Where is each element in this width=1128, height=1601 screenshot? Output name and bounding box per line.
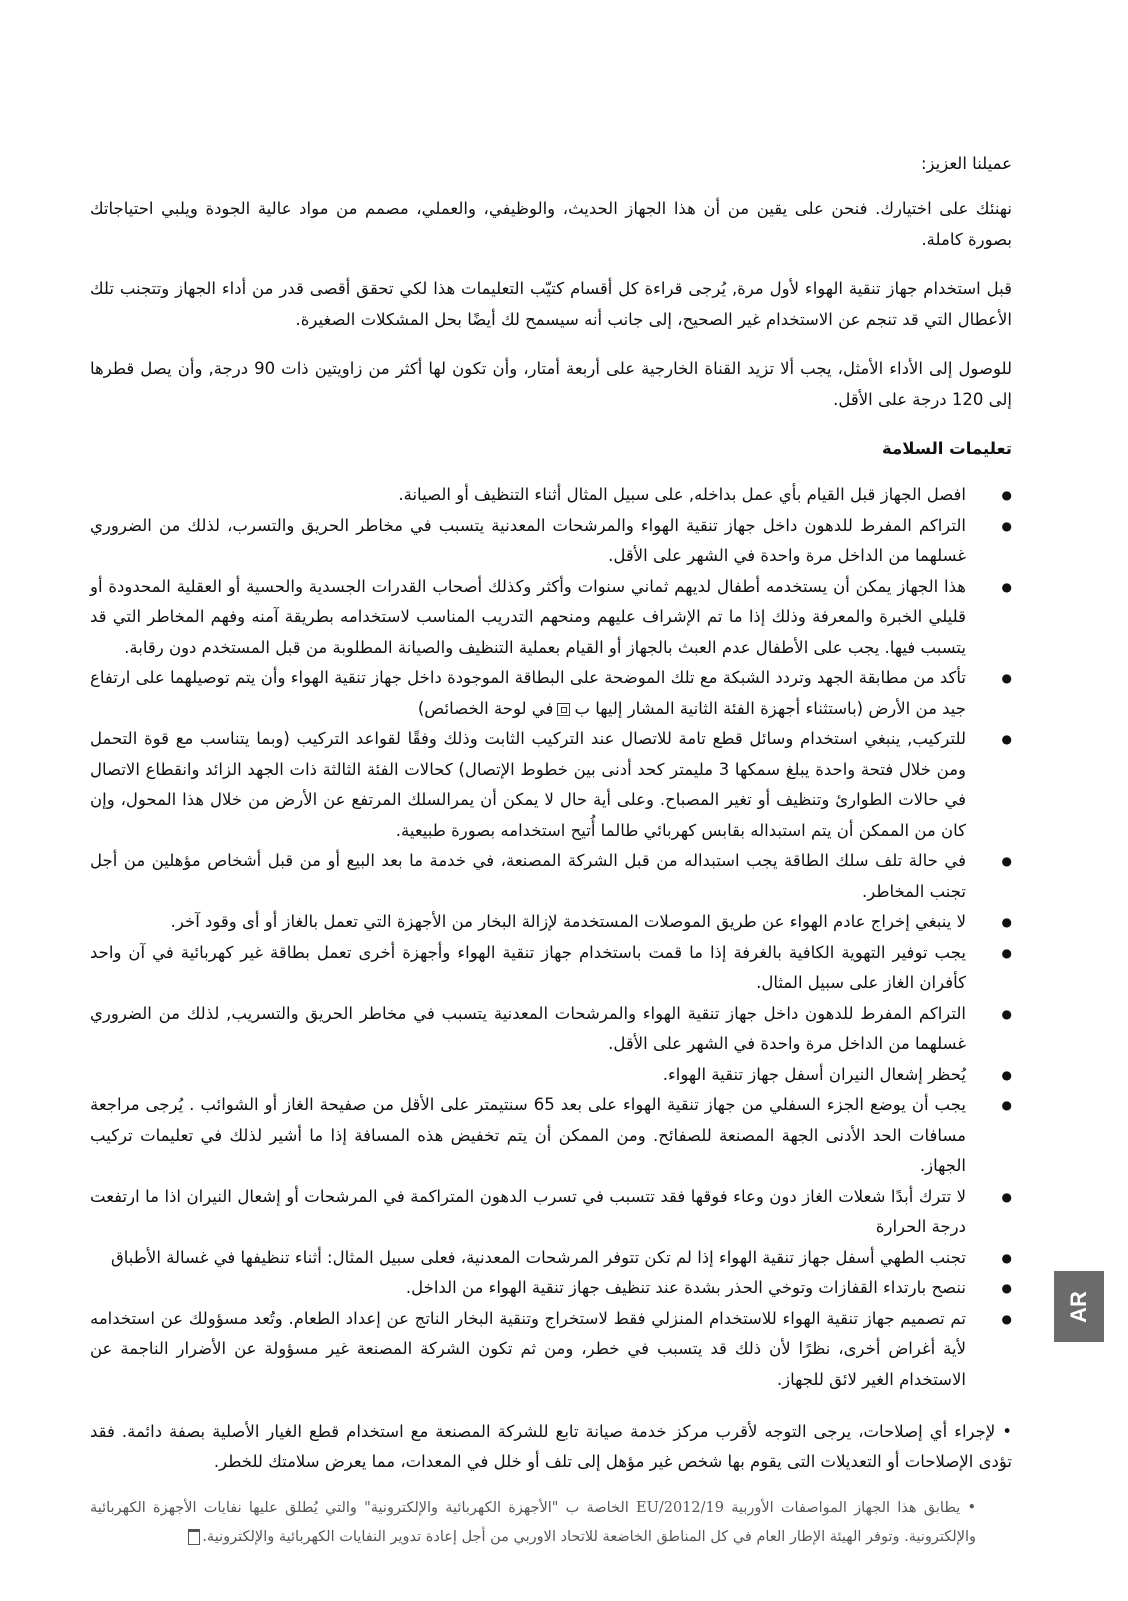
class-ii-symbol-icon: [557, 703, 570, 716]
list-item: ● يجب توفير التهوية الكافية بالغرفة إذا ما قمت باستخدام جهاز تنقية الهواء وأجهزة أخرى تعمل بطاقة غير كهربائية في آن واحد كأفران الغاز على سبيل المثال.: [90, 938, 966, 999]
list-item: ● يُحظر إشعال النيران أسفل جهاز تنقية الهواء.: [90, 1060, 966, 1091]
language-tab-label: AR: [1066, 1290, 1091, 1323]
list-item: ● لا تترك أبدًا شعلات الغاز دون وعاء فوقها فقد تتسبب في تسرب الدهون المتراكمة في المرشحات أو إشعال النيران اذا ما ارتفعت درجة الحرارة: [90, 1182, 966, 1243]
intro-paragraph: للوصول إلى الأداء الأمثل، يجب ألا تزيد القناة الخارجية على أربعة أمتار، وأن تكون لها أكثر من زاويتين ذات 90 درجة, وأن يصل قطرها إلى 120 درجة على الأقل.: [90, 359, 1012, 409]
list-item: ● التراكم المفرط للدهون داخل جهاز تنقية الهواء والمرشحات المعدنية يتسبب في مخاطر الحريق والتسريب, لذلك من الضروري غسلهما من الداخل مرة واحدة في الشهر على الأقل.: [90, 999, 966, 1060]
safety-heading: تعليمات السلامة: [882, 439, 1012, 458]
weee-notice: [90, 1494, 976, 1552]
list-item: ● يجب أن يوضع الجزء السفلي من جهاز تنقية الهواء على بعد 65 سنتيمتر على الأقل من صفيحة الغاز أو الشوائب . يُرجى مراجعة مسافات الحد الأدنى الجهة المصنعة للصفائح. ومن الممكن أن يتم تخفيض هذه المسافة إذا ما أشير لذلك في تعليمات تركيب الجهاز.: [90, 1090, 966, 1182]
list-item: ● للتركيب, ينبغي استخدام وسائل قطع تامة للاتصال عند التركيب الثابت وذلك وفقًا لقواعد التركيب (وبما يتناسب مع قوة التحمل ومن خلال فتحة واحدة يبلغ سمكها 3 مليمتر كحد أدنى بين خطوط الإتصال) كحالات الفئة الثالثة ذات الجهد الزائد وانقطاع الاتصال في حالات الطوارئ وتنظيف أو تغير المصباح. وعلى أية حال لا يمكن أن يمرالسلك المرتفع عن الأرض من خلال هذا المحول، وإن كان من الممكن أن يتم استبداله بقابس كهربائي طالما أُتيح استخدامه بصورة طبيعية.: [90, 724, 966, 846]
class2-text: تأكد من مطابقة الجهد وتردد الشبكة مع تلك الموضحة على البطاقة الموجودة داخل جهاز تنقية الهواء وأن يتم توصيلهما على ارتفاع جيد من الأرض (باستثناء أجهزة الفئة الثانية المشار إليها ب: [90, 668, 966, 718]
list-item: ● لا ينبغي إخراج عادم الهواء عن طريق الموصلات المستخدمة لإزالة البخار من الأجهزة التي تعمل بالغاز أو أى وقود آخر.: [90, 907, 966, 938]
safety-list: [90, 480, 1012, 1395]
list-item: [90, 663, 966, 724]
list-item: ● افصل الجهاز قبل القيام بأي عمل بداخله, على سبيل المثال أثناء التنظيف أو الصيانة.: [90, 480, 966, 511]
language-tab: [1054, 1271, 1104, 1342]
list-item: ● ننصح بارتداء القفازات وتوخي الحذر بشدة عند تنظيف جهاز تنقية الهواء من الداخل.: [90, 1273, 966, 1304]
intro-paragraph: قبل استخدام جهاز تنقية الهواء لأول مرة, يُرجى قراءة كل أقسام كتيّب التعليمات هذا لكي تحقق أقصى قدر من أداء الجهاز وتتجنب تلك الأعطال التي قد تنجم عن الاستخدام غير الصحيح، إلى جانب أنه سيسمح لك أيضًا بحل المشكلات الصغيرة.: [90, 279, 1012, 329]
crossed-bin-icon: [188, 1529, 200, 1545]
greeting: عميلنا العزيز:: [920, 154, 1012, 173]
weee-text: • يطابق هذا الجهاز المواصفات الأوربية 2012/19/EU الخاصة ب "الأجهزة الكهربائية والإلكترونية" والتي يُطلق عليها نفايات الأجهزة الكهربائية والإلكترونية. وتوفر الهيئة الإطار العام في كل المناطق الخاضعة للاتحاد الاوربي من أجل إعادة تدوير النفايات الكهربائية والإلكترونية.: [90, 1499, 977, 1545]
list-item: ● تم تصميم جهاز تنقية الهواء للاستخدام المنزلي فقط لاستخراج وتنقية البخار الناتج عن إعداد الطعام. وتُعد مسؤولك عن استخدامه لأية أغراض أخرى، نظرًا لأن ذلك قد يتسبب في خطر، ومن ثم تكون الشركة المصنعة غير مسؤولة عن الأضرار الناجمة عن الاستخدام الغير لائق للجهاز.: [90, 1304, 966, 1396]
class2-suffix: في لوحة الخصائص): [417, 698, 554, 718]
repairs-notice: • لإجراء أي إصلاحات، يرجى التوجه لأقرب مركز خدمة صيانة تابع للشركة المصنعة مع استخدام قطع الغيار الأصلية بصفة دائمة. فقد تؤدى الإصلاحات أو التعديلات التى يقوم بها شخص غير مؤهل إلى تلف أو خلل في المعدات، مما يعرض سلامتك للخطر.: [90, 1422, 1012, 1471]
list-item: ● تجنب الطهي أسفل جهاز تنقية الهواء إذا لم تكن تتوفر المرشحات المعدنية، فعلى سبيل المثال: أثناء تنظيفها في غسالة الأطباق: [90, 1243, 966, 1274]
intro-paragraph: نهنئك على اختيارك. فنحن على يقين من أن هذا الجهاز الحديث، والوظيفي، والعملي، مصمم من مواد عالية الجودة ويلبي احتياجاتك بصورة كاملة.: [90, 199, 1012, 249]
list-item: ● هذا الجهاز يمكن أن يستخدمه أطفال لديهم ثماني سنوات وأكثر وكذلك أصحاب القدرات الجسدية والحسية أو العقلية المحدودة أو قليلي الخبرة والمعرفة وذلك إذا ما تم الإشراف عليهم ومنحهم التدريب المناسب لاستخدامه بطريقة آمنه وفهم المخاطر التي قد يتسبب فيها. يجب على الأطفال عدم العبث بالجهاز أو القيام بعملية التنظيف والصيانة المطلوبة من قبل المستخدم دون رقابة.: [90, 572, 966, 664]
list-item: ● التراكم المفرط للدهون داخل جهاز تنقية الهواء والمرشحات المعدنية يتسبب في مخاطر الحريق والتسرب، لذلك من الضروري غسلهما من الداخل مرة واحدة في الشهر على الأقل.: [90, 511, 966, 572]
list-item: ● في حالة تلف سلك الطاقة يجب استبداله من قبل الشركة المصنعة، في خدمة ما بعد البيع أو من قبل أشخاص مؤهلين من أجل تجنب المخاطر.: [90, 846, 966, 907]
document-body: [90, 148, 1012, 1566]
